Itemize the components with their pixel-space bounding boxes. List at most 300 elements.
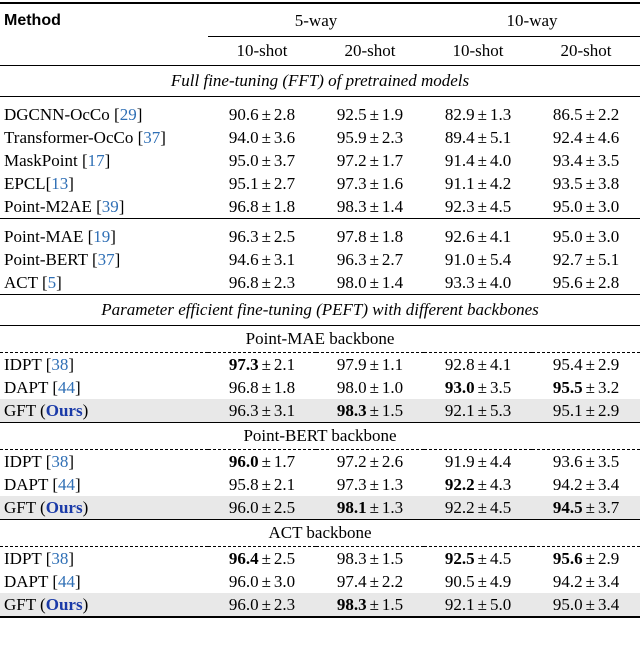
method-name: ACT	[4, 272, 42, 292]
score-cell	[424, 195, 532, 219]
table-row	[0, 496, 640, 520]
score-cell	[532, 473, 640, 496]
cite-open: [	[96, 196, 102, 216]
score-cell	[532, 353, 640, 377]
score-mean: 98.0	[336, 377, 367, 397]
method-name: GFT (	[4, 497, 46, 517]
citation-link[interactable]: 38	[51, 548, 69, 568]
score-cell	[532, 376, 640, 399]
score-cell	[424, 473, 532, 496]
cite-close: ]	[68, 451, 75, 471]
plus-minus-symbol: ±	[477, 474, 487, 494]
plus-minus-symbol: ±	[477, 594, 487, 614]
score-std: 4.0	[489, 150, 512, 170]
score-std: 3.4	[597, 571, 620, 591]
score-std: 4.4	[489, 451, 512, 471]
score-mean: 90.6	[228, 104, 259, 124]
plus-minus-symbol: ±	[477, 272, 487, 292]
method-name-cell	[0, 149, 208, 172]
score-cell	[532, 496, 640, 520]
table-row	[0, 399, 640, 423]
cite-close: ]	[104, 150, 111, 170]
score-std: 1.4	[381, 272, 404, 292]
method-name-cell	[0, 399, 208, 423]
score-cell	[424, 496, 532, 520]
score-cell	[208, 219, 316, 249]
table-row	[0, 195, 640, 219]
method-name-cell	[0, 547, 208, 571]
score-cell	[316, 547, 424, 571]
cite-open: [	[45, 354, 52, 374]
score-cell	[532, 97, 640, 127]
score-cell	[424, 399, 532, 423]
score-std: 4.9	[489, 571, 512, 591]
cite-close: ]	[75, 377, 81, 397]
plus-minus-symbol: ±	[261, 400, 271, 420]
score-mean: 92.5	[444, 548, 475, 568]
score-cell	[208, 353, 316, 377]
score-cell	[208, 593, 316, 617]
table-row	[0, 473, 640, 496]
plus-minus-symbol: ±	[369, 127, 379, 147]
score-mean: 93.6	[552, 451, 583, 471]
score-cell	[532, 126, 640, 149]
method-header: Method	[0, 3, 208, 37]
score-cell	[316, 271, 424, 295]
plus-minus-symbol: ±	[261, 150, 271, 170]
plus-minus-symbol: ±	[585, 377, 595, 397]
score-cell	[316, 593, 424, 617]
score-cell	[208, 570, 316, 593]
score-std: 2.2	[597, 104, 620, 124]
score-std: 2.9	[597, 354, 620, 374]
method-name-cell	[0, 570, 208, 593]
five-way-header: 5-way	[208, 3, 424, 37]
score-std: 4.3	[489, 474, 512, 494]
table-row	[0, 97, 640, 127]
ours-label: Ours	[45, 497, 83, 517]
score-mean: 96.4	[228, 548, 259, 568]
score-std: 3.7	[273, 150, 296, 170]
citation-link[interactable]: 37	[97, 249, 115, 269]
plus-minus-symbol: ±	[585, 104, 595, 124]
method-name-cell	[0, 353, 208, 377]
score-mean: 82.9	[444, 104, 475, 124]
score-mean: 96.3	[336, 249, 367, 269]
score-mean: 92.5	[336, 104, 367, 124]
plus-minus-symbol: ±	[585, 400, 595, 420]
score-std: 3.1	[273, 249, 296, 269]
plus-minus-symbol: ±	[369, 571, 379, 591]
score-std: 1.7	[273, 451, 296, 471]
score-std: 4.0	[489, 272, 512, 292]
score-mean: 94.5	[552, 497, 583, 517]
score-cell	[208, 97, 316, 127]
citation-link[interactable]: 13	[51, 173, 69, 193]
plus-minus-symbol: ±	[369, 173, 379, 193]
score-cell	[316, 149, 424, 172]
plus-minus-symbol: ±	[477, 150, 487, 170]
score-std: 1.3	[381, 497, 404, 517]
score-cell	[424, 570, 532, 593]
method-name: GFT (	[4, 594, 46, 614]
score-std: 1.5	[381, 548, 404, 568]
plus-minus-symbol: ±	[477, 354, 487, 374]
score-mean: 96.8	[228, 272, 259, 292]
plus-minus-symbol: ±	[261, 497, 271, 517]
score-std: 3.0	[597, 226, 620, 246]
score-cell	[208, 473, 316, 496]
score-cell	[532, 547, 640, 571]
citation-link[interactable]: 44	[58, 474, 76, 494]
cite-open: [	[52, 571, 59, 591]
table-row	[0, 376, 640, 399]
score-std: 4.2	[489, 173, 512, 193]
score-std: 3.4	[597, 474, 620, 494]
plus-minus-symbol: ±	[261, 354, 271, 374]
citation-link[interactable]: 19	[93, 226, 111, 246]
score-cell	[424, 219, 532, 249]
citation-link[interactable]: 44	[58, 571, 76, 591]
method-name: DGCNN-OcCo	[4, 104, 115, 124]
table-row	[0, 353, 640, 377]
citation-link[interactable]: 44	[58, 377, 76, 397]
score-mean: 96.3	[228, 400, 259, 420]
score-cell	[532, 450, 640, 474]
plus-minus-symbol: ±	[477, 173, 487, 193]
plus-minus-symbol: ±	[585, 594, 595, 614]
table-row	[0, 570, 640, 593]
ten-way-header: 10-way	[424, 3, 640, 37]
method-name-cell	[0, 593, 208, 617]
score-mean: 97.2	[336, 150, 367, 170]
paren-close: )	[82, 400, 89, 420]
score-std: 3.8	[597, 173, 620, 193]
score-std: 4.5	[489, 497, 512, 517]
backbone-title: Point-MAE backbone	[0, 326, 640, 353]
score-cell	[532, 399, 640, 423]
cite-open: [	[45, 548, 52, 568]
score-cell	[208, 450, 316, 474]
plus-minus-symbol: ±	[369, 594, 379, 614]
table-row	[0, 450, 640, 474]
score-std: 3.0	[273, 571, 296, 591]
score-mean: 96.0	[228, 594, 259, 614]
method-name-cell	[0, 376, 208, 399]
score-cell	[316, 353, 424, 377]
plus-minus-symbol: ±	[369, 150, 379, 170]
score-mean: 92.8	[444, 354, 475, 374]
score-cell	[424, 126, 532, 149]
cite-close: ]	[56, 272, 62, 292]
ours-label: Ours	[45, 400, 83, 420]
score-mean: 95.0	[228, 150, 259, 170]
score-std: 2.7	[273, 173, 296, 193]
method-name: GFT (	[4, 400, 46, 420]
score-std: 5.1	[489, 127, 512, 147]
score-mean: 92.6	[444, 226, 475, 246]
score-std: 4.6	[597, 127, 620, 147]
plus-minus-symbol: ±	[369, 354, 379, 374]
plus-minus-symbol: ±	[369, 497, 379, 517]
score-mean: 96.0	[228, 497, 259, 517]
plus-minus-symbol: ±	[369, 226, 379, 246]
method-name: DAPT	[4, 377, 53, 397]
table-row	[0, 172, 640, 195]
score-mean: 92.2	[444, 474, 475, 494]
score-std: 3.6	[273, 127, 296, 147]
plus-minus-symbol: ±	[261, 173, 271, 193]
plus-minus-symbol: ±	[261, 377, 271, 397]
score-cell	[316, 376, 424, 399]
citation-link[interactable]: 38	[51, 451, 69, 471]
score-std: 1.8	[381, 226, 404, 246]
method-name: Point-MAE	[4, 226, 88, 246]
plus-minus-symbol: ±	[369, 249, 379, 269]
score-std: 2.8	[597, 272, 620, 292]
citation-link[interactable]: 39	[101, 196, 119, 216]
plus-minus-symbol: ±	[585, 272, 595, 292]
score-mean: 94.6	[228, 249, 259, 269]
score-cell	[316, 195, 424, 219]
score-cell	[424, 149, 532, 172]
score-std: 5.1	[597, 249, 620, 269]
cite-open: [	[87, 226, 94, 246]
score-mean: 97.8	[336, 226, 367, 246]
cite-open: [	[114, 104, 120, 124]
method-name: Transformer-OcCo	[4, 127, 138, 147]
method-name-cell	[0, 450, 208, 474]
score-std: 2.5	[273, 226, 296, 246]
citation-link[interactable]: 29	[119, 104, 137, 124]
score-cell	[208, 547, 316, 571]
plus-minus-symbol: ±	[477, 571, 487, 591]
plus-minus-symbol: ±	[261, 226, 271, 246]
cite-close: ]	[118, 196, 125, 216]
plus-minus-symbol: ±	[585, 226, 595, 246]
score-mean: 97.9	[336, 354, 367, 374]
plus-minus-symbol: ±	[585, 249, 595, 269]
score-std: 1.1	[381, 354, 404, 374]
score-mean: 93.5	[552, 173, 583, 193]
score-mean: 97.3	[228, 354, 259, 374]
score-std: 2.2	[381, 571, 404, 591]
method-name-cell	[0, 271, 208, 295]
cite-close: ]	[75, 474, 81, 494]
method-name: IDPT	[4, 451, 46, 471]
score-std: 1.8	[273, 377, 296, 397]
score-cell	[316, 97, 424, 127]
score-std: 3.5	[597, 150, 620, 170]
score-std: 3.5	[597, 451, 620, 471]
plus-minus-symbol: ±	[369, 377, 379, 397]
method-name: Point-M2AE	[4, 196, 97, 216]
plus-minus-symbol: ±	[585, 173, 595, 193]
score-mean: 98.3	[336, 196, 367, 216]
backbone-title-row	[0, 423, 640, 450]
backbone-title: Point-BERT backbone	[0, 423, 640, 450]
score-std: 5.4	[489, 249, 512, 269]
score-std: 4.1	[489, 226, 512, 246]
score-cell	[316, 248, 424, 271]
score-std: 3.5	[489, 377, 512, 397]
score-mean: 97.2	[336, 451, 367, 471]
score-mean: 94.2	[552, 571, 583, 591]
plus-minus-symbol: ±	[585, 571, 595, 591]
score-std: 2.9	[597, 548, 620, 568]
score-mean: 95.0	[552, 594, 583, 614]
score-mean: 96.3	[228, 226, 259, 246]
score-mean: 94.2	[552, 474, 583, 494]
header-row-2	[0, 37, 640, 66]
score-mean: 95.0	[552, 196, 583, 216]
score-std: 2.3	[273, 272, 296, 292]
citation-link[interactable]: 5	[47, 272, 57, 292]
header-row-1	[0, 3, 640, 37]
plus-minus-symbol: ±	[477, 127, 487, 147]
score-std: 5.0	[489, 594, 512, 614]
score-cell	[424, 450, 532, 474]
score-std: 1.8	[273, 196, 296, 216]
method-name-cell	[0, 126, 208, 149]
cite-open: [	[52, 474, 59, 494]
score-cell	[532, 219, 640, 249]
method-name: IDPT	[4, 548, 46, 568]
score-mean: 91.0	[444, 249, 475, 269]
score-mean: 90.5	[444, 571, 475, 591]
paren-close: )	[82, 594, 89, 614]
score-mean: 96.0	[228, 451, 259, 471]
score-mean: 93.4	[552, 150, 583, 170]
ours-label: Ours	[45, 594, 83, 614]
score-std: 1.6	[381, 173, 404, 193]
score-std: 1.4	[381, 196, 404, 216]
score-cell	[316, 496, 424, 520]
method-name: EPCL	[4, 173, 46, 193]
cite-close: ]	[114, 249, 121, 269]
score-cell	[424, 172, 532, 195]
score-std: 3.1	[273, 400, 296, 420]
score-mean: 91.4	[444, 150, 475, 170]
score-mean: 95.0	[552, 226, 583, 246]
score-cell	[316, 450, 424, 474]
method-name: IDPT	[4, 354, 46, 374]
score-cell	[316, 126, 424, 149]
method-name-cell	[0, 496, 208, 520]
table-row	[0, 271, 640, 295]
plus-minus-symbol: ±	[477, 226, 487, 246]
plus-minus-symbol: ±	[261, 249, 271, 269]
score-mean: 97.4	[336, 571, 367, 591]
cite-close: ]	[136, 104, 143, 124]
score-mean: 95.1	[552, 400, 583, 420]
score-cell	[316, 570, 424, 593]
score-std: 1.3	[381, 474, 404, 494]
score-std: 4.1	[489, 354, 512, 374]
score-cell	[424, 248, 532, 271]
score-cell	[424, 376, 532, 399]
fft-section-row	[0, 66, 640, 97]
cite-open: [	[91, 249, 98, 269]
table-row	[0, 149, 640, 172]
score-cell	[532, 195, 640, 219]
citation-link[interactable]: 37	[143, 127, 161, 147]
score-mean: 92.1	[444, 400, 475, 420]
score-cell	[532, 172, 640, 195]
score-mean: 98.1	[336, 497, 367, 517]
score-std: 2.3	[273, 594, 296, 614]
score-cell	[532, 248, 640, 271]
score-std: 2.7	[381, 249, 404, 269]
method-name-cell	[0, 248, 208, 271]
score-mean: 95.6	[552, 548, 583, 568]
plus-minus-symbol: ±	[261, 571, 271, 591]
citation-link[interactable]: 38	[51, 354, 69, 374]
plus-minus-symbol: ±	[261, 127, 271, 147]
plus-minus-symbol: ±	[369, 196, 379, 216]
score-mean: 89.4	[444, 127, 475, 147]
method-name-cell	[0, 172, 208, 195]
score-mean: 92.3	[444, 196, 475, 216]
backbone-title: ACT backbone	[0, 520, 640, 547]
plus-minus-symbol: ±	[261, 451, 271, 471]
shot-header: 10-shot	[452, 41, 504, 60]
score-std: 1.5	[381, 400, 404, 420]
score-mean: 95.8	[228, 474, 259, 494]
score-std: 2.5	[273, 548, 296, 568]
score-mean: 96.8	[228, 196, 259, 216]
plus-minus-symbol: ±	[261, 272, 271, 292]
score-std: 2.3	[381, 127, 404, 147]
score-cell	[424, 593, 532, 617]
score-mean: 93.0	[444, 377, 475, 397]
score-cell	[316, 399, 424, 423]
score-mean: 93.3	[444, 272, 475, 292]
plus-minus-symbol: ±	[585, 196, 595, 216]
score-mean: 98.3	[336, 400, 367, 420]
cite-close: ]	[160, 127, 166, 147]
paren-close: )	[82, 497, 89, 517]
score-mean: 97.3	[336, 173, 367, 193]
plus-minus-symbol: ±	[477, 249, 487, 269]
method-name-cell	[0, 219, 208, 249]
score-cell	[532, 271, 640, 295]
plus-minus-symbol: ±	[477, 548, 487, 568]
plus-minus-symbol: ±	[369, 474, 379, 494]
cite-close: ]	[75, 571, 81, 591]
table-row	[0, 248, 640, 271]
method-name-cell	[0, 473, 208, 496]
score-std: 1.3	[489, 104, 512, 124]
method-name: MaskPoint	[4, 150, 82, 170]
score-cell	[532, 593, 640, 617]
plus-minus-symbol: ±	[585, 354, 595, 374]
backbone-title-row	[0, 326, 640, 353]
citation-link[interactable]: 17	[87, 150, 105, 170]
score-cell	[208, 271, 316, 295]
score-mean: 95.4	[552, 354, 583, 374]
score-std: 4.5	[489, 196, 512, 216]
score-mean: 92.4	[552, 127, 583, 147]
score-mean: 95.1	[228, 173, 259, 193]
plus-minus-symbol: ±	[585, 150, 595, 170]
score-cell	[208, 376, 316, 399]
plus-minus-symbol: ±	[477, 497, 487, 517]
plus-minus-symbol: ±	[369, 272, 379, 292]
score-std: 1.7	[381, 150, 404, 170]
score-cell	[316, 172, 424, 195]
plus-minus-symbol: ±	[585, 497, 595, 517]
